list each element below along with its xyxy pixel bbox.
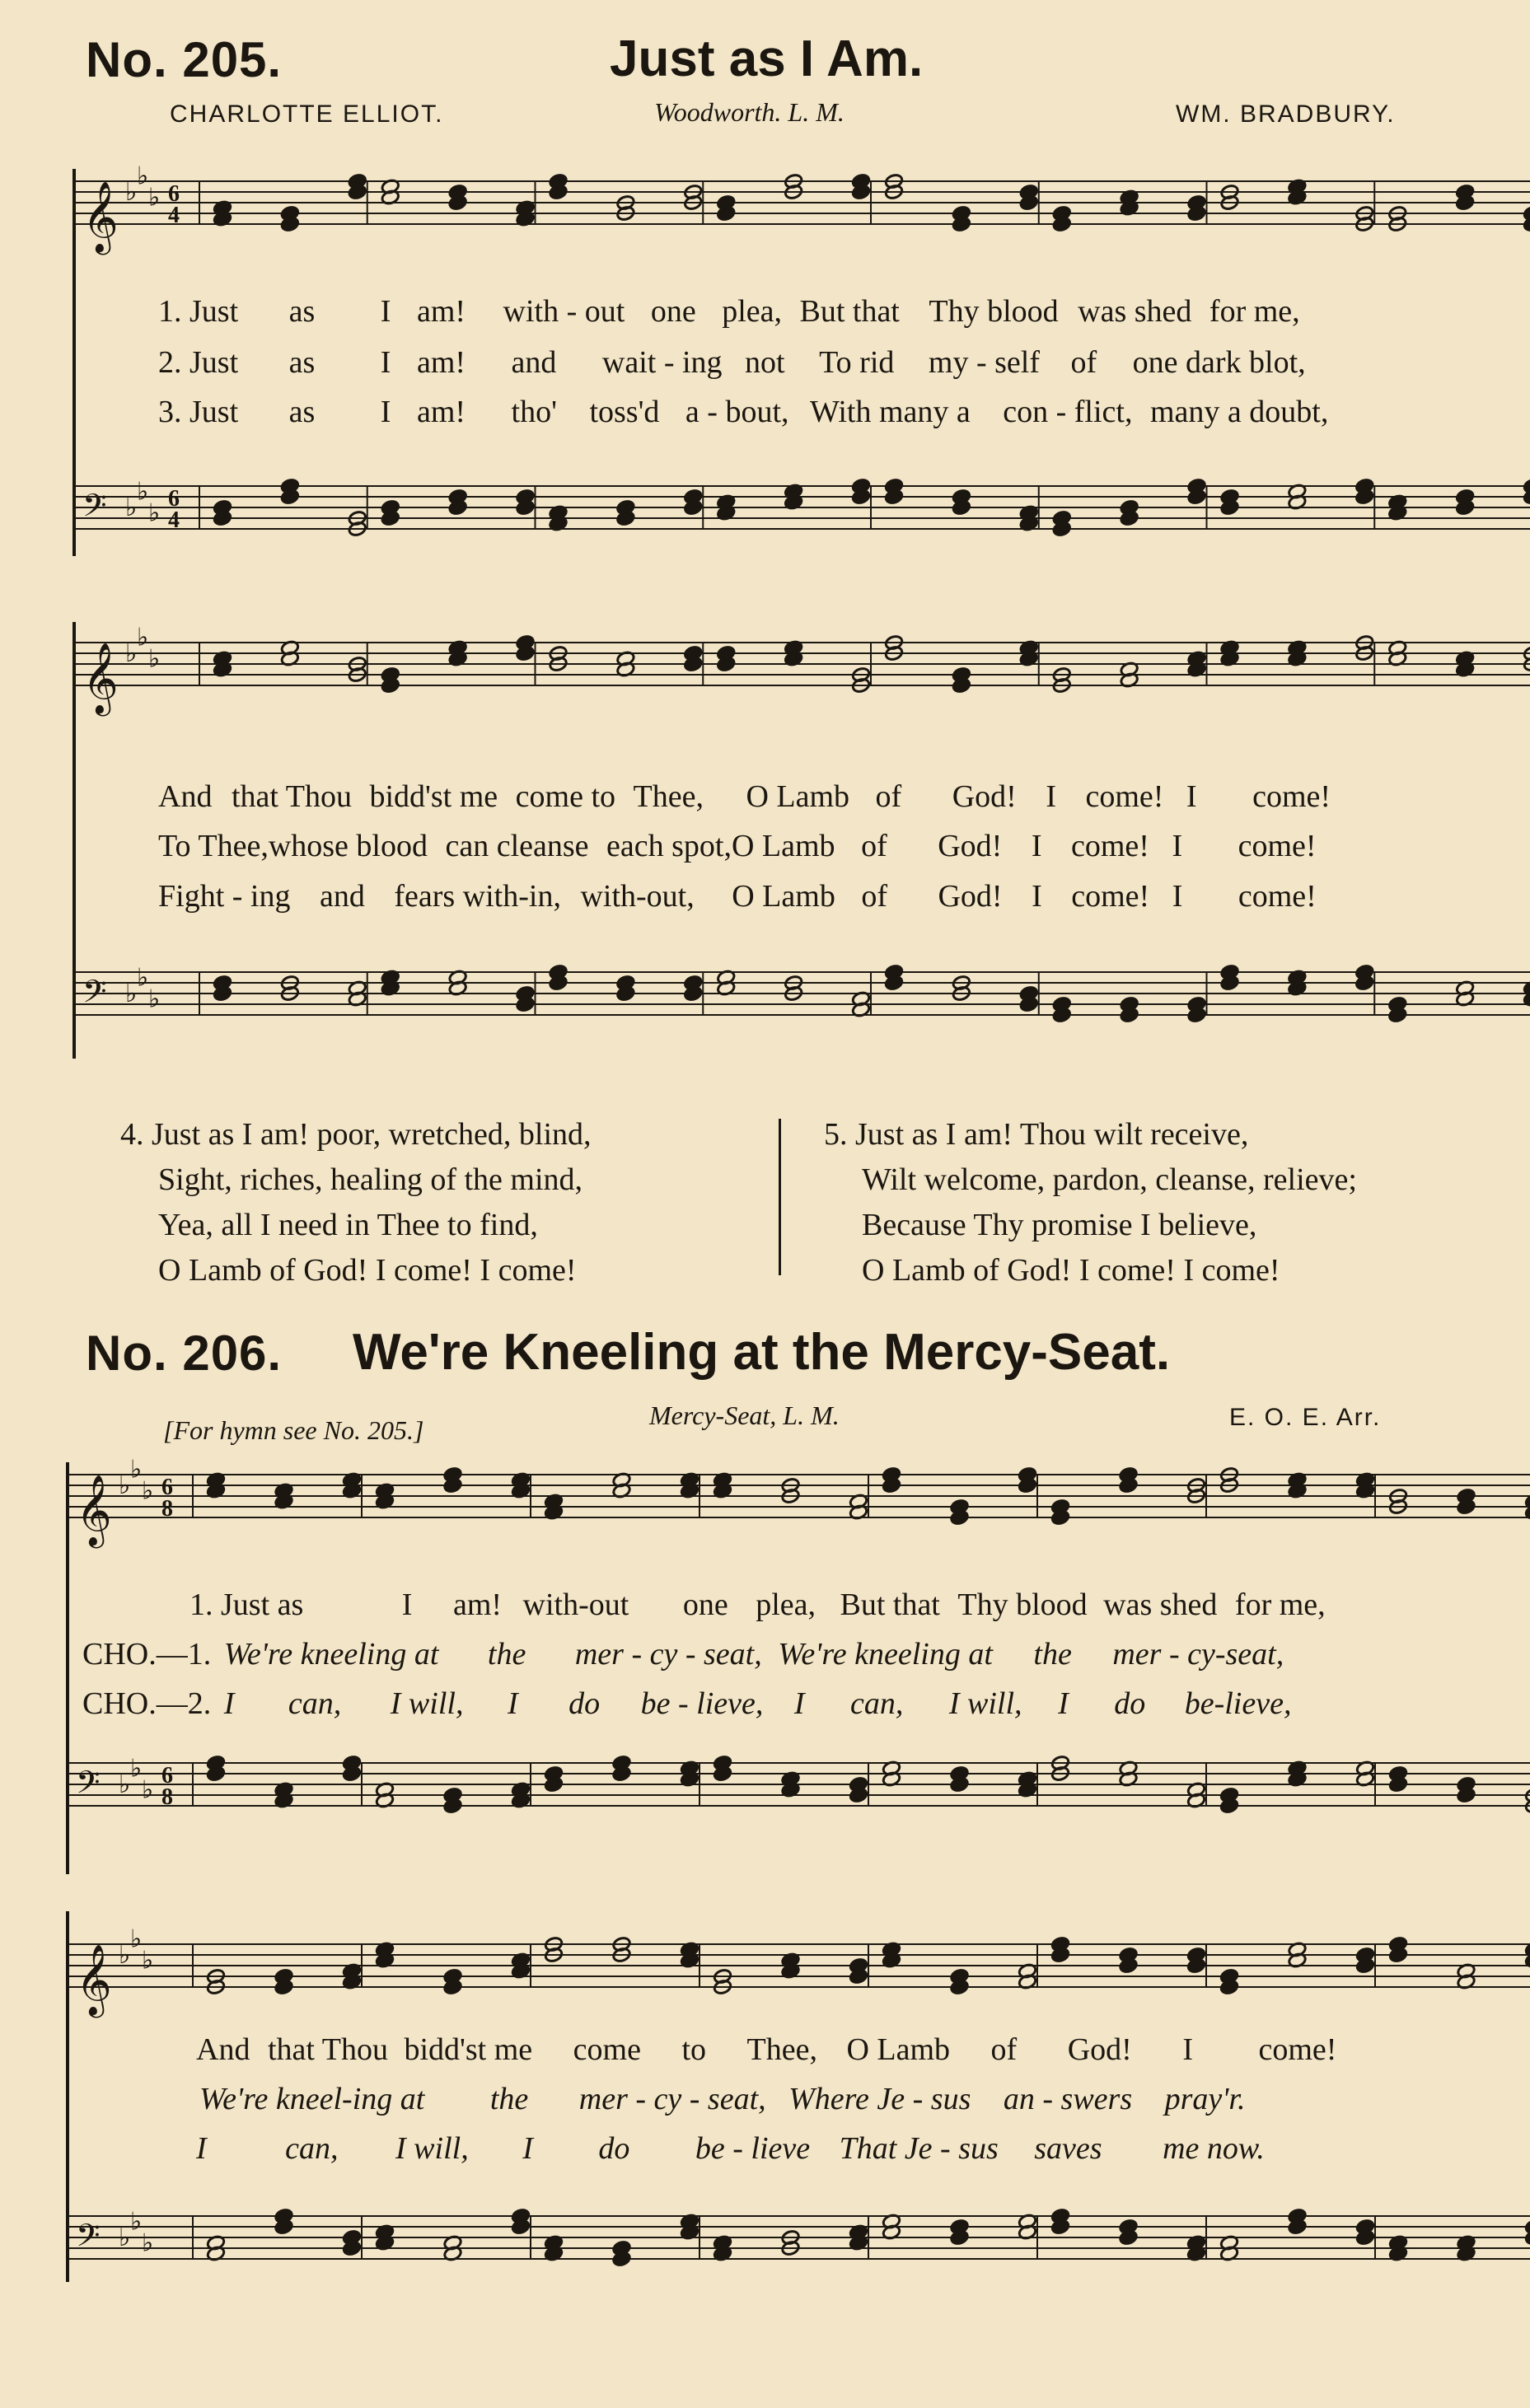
- flat-icon: ♭: [137, 477, 149, 507]
- lyric: I: [380, 345, 391, 380]
- staff-206-2-treble: [69, 1911, 1530, 2020]
- staff-206-1-bass: [69, 1730, 1530, 1839]
- lyric: saves: [1034, 2131, 1102, 2166]
- hymn-206-s2-chorus2: [196, 2130, 1265, 2167]
- bass-clef-icon: 𝄢: [76, 1764, 101, 1808]
- hymn-206-note: [For hymn see No. 205.]: [163, 1415, 424, 1445]
- flat-icon: ♭: [137, 623, 149, 652]
- hymn-205-author: CHARLOTTE ELLIOT.: [170, 101, 444, 128]
- lyric: that Thou: [267, 2032, 388, 2067]
- lyric: God!: [952, 779, 1017, 814]
- lyric: God!: [938, 879, 1003, 914]
- flat-icon: ♭: [130, 2207, 143, 2237]
- lyric: God!: [938, 829, 1003, 863]
- lyric: come!: [1238, 829, 1317, 863]
- lyric: Fight - ing: [158, 879, 291, 914]
- lyric: of: [875, 779, 902, 814]
- bass-clef-icon: 𝄢: [82, 973, 107, 1017]
- lyric: tho': [511, 395, 557, 429]
- hymn-206-title: We're Kneeling at the Mercy-Seat.: [353, 1324, 1171, 1381]
- lyric: am!: [452, 1587, 503, 1622]
- lyric: I will,: [395, 2131, 469, 2166]
- lyric: Thy blood: [929, 294, 1059, 329]
- hymn-205-tune: Woodworth. L. M.: [654, 97, 845, 127]
- treble-clef-icon: 𝄞: [82, 643, 119, 713]
- lyric: I: [1058, 1686, 1069, 1721]
- lyric: I: [1046, 779, 1056, 814]
- hymn-205-s2-verse3: [158, 878, 1317, 914]
- lyric: be-lieve,: [1184, 1686, 1292, 1721]
- hymn-205-stanza-4: [120, 1112, 592, 1293]
- flat-icon: ♭: [142, 1775, 154, 1805]
- bass-clef-icon: 𝄢: [82, 487, 107, 531]
- hymn-205-composer: WM. BRADBURY.: [1176, 101, 1396, 128]
- lyric: am!: [416, 294, 466, 329]
- flat-icon: ♭: [148, 984, 161, 1014]
- flat-icon: ♭: [142, 1946, 154, 1975]
- treble-clef-icon: 𝄞: [76, 1475, 112, 1545]
- time-signature-top: 6: [161, 1475, 173, 1500]
- stanza-divider: [779, 1119, 781, 1275]
- lyric: and: [319, 879, 365, 914]
- lyric: many a doubt,: [1149, 395, 1329, 429]
- hymn-205-s1-verse1: [158, 293, 1300, 330]
- lyric: I: [380, 395, 391, 429]
- time-signature-bottom: 4: [168, 203, 180, 228]
- flat-icon: ♭: [119, 1770, 131, 1799]
- staff-205-1-treble: [76, 148, 1530, 257]
- flat-icon: ♭: [119, 2223, 131, 2252]
- lyric: I: [196, 2131, 207, 2166]
- chorus-label: CHO.—2.: [82, 1686, 212, 1721]
- stanza-line: 5. Just as I am! Thou wilt receive,: [824, 1117, 1249, 1152]
- lyric: plea,: [722, 294, 782, 329]
- lyric: Thee,: [746, 2032, 817, 2067]
- hymn-205-title: Just as I Am.: [610, 30, 924, 87]
- flat-icon: ♭: [142, 1476, 154, 1506]
- lyric: 3. Just: [158, 395, 239, 429]
- treble-clef-icon: 𝄞: [82, 181, 119, 252]
- lyric: do: [598, 2131, 630, 2166]
- lyric: was shed: [1078, 294, 1192, 329]
- lyric: not: [745, 345, 785, 380]
- lyric: be - lieve,: [640, 1686, 764, 1721]
- stanza-line: Wilt welcome, pardon, cleanse, relieve;: [862, 1162, 1357, 1197]
- lyric: one: [650, 294, 696, 329]
- hymn-205-s1-verse3: [158, 394, 1328, 430]
- lyric: am!: [416, 395, 466, 429]
- flat-icon: ♭: [130, 1455, 143, 1485]
- stanza-line: Sight, riches, healing of the mind,: [158, 1162, 583, 1197]
- lyric: 2. Just: [158, 345, 239, 380]
- lyric: can,: [288, 1686, 342, 1721]
- time-signature-top: 6: [168, 486, 180, 512]
- lyric: bidd'st me: [404, 2032, 533, 2067]
- lyric: We're kneel-ing at: [199, 2082, 425, 2116]
- lyric: And: [196, 2032, 250, 2067]
- lyric: that Thou: [231, 779, 352, 814]
- lyric: for me,: [1234, 1587, 1326, 1622]
- lyric: do: [1114, 1686, 1146, 1721]
- lyric: come!: [1238, 879, 1317, 914]
- staff-206-2-bass: [69, 2183, 1530, 2292]
- bass-clef-icon: 𝄢: [76, 2217, 101, 2261]
- lyric: I: [223, 1686, 235, 1721]
- hymn-206-s1-chorus1: [82, 1636, 1284, 1672]
- lyric: mer - cy - seat,: [574, 1637, 762, 1672]
- flat-icon: ♭: [119, 1941, 131, 1970]
- lyric: I: [522, 2131, 533, 2166]
- time-signature-top: 6: [168, 181, 180, 207]
- flat-icon: ♭: [137, 963, 149, 993]
- staff-205-2-bass: [76, 939, 1530, 1048]
- lyric: each spot,O Lamb: [606, 829, 835, 863]
- lyric: God!: [1067, 2032, 1132, 2067]
- lyric: We're kneeling at: [778, 1637, 993, 1672]
- lyric: come!: [1258, 2032, 1337, 2067]
- stanza-line: Yea, all I need in Thee to find,: [158, 1208, 538, 1242]
- lyric: for me,: [1209, 294, 1300, 329]
- lyric: With many a: [810, 395, 971, 429]
- lyric: can,: [285, 2131, 339, 2166]
- lyric: But that: [799, 294, 900, 329]
- lyric: 1. Just as: [189, 1587, 304, 1622]
- hymn-205-number: No. 205.: [86, 32, 283, 87]
- lyric: con - flict,: [1003, 395, 1133, 429]
- time-signature-bottom: 4: [168, 507, 180, 533]
- staff-205-2-treble: [76, 610, 1530, 718]
- lyric: I: [1182, 2032, 1193, 2067]
- lyric: To rid: [819, 345, 895, 380]
- lyric: an - swers: [1003, 2082, 1133, 2116]
- time-signature-bottom: 8: [161, 1496, 173, 1522]
- hymn-206-number: No. 206.: [86, 1326, 283, 1381]
- lyric: We're kneeling at: [223, 1637, 439, 1672]
- lyric: with-out,: [580, 879, 695, 914]
- lyric: my - self: [928, 345, 1040, 380]
- flat-icon: ♭: [148, 498, 161, 528]
- lyric: with-out: [522, 1587, 629, 1622]
- lyric: can cleanse: [445, 829, 589, 863]
- lyric: I: [401, 1587, 413, 1622]
- hymn-205-s1-verse2: [158, 344, 1306, 381]
- lyric: bidd'st me: [369, 779, 498, 814]
- lyric: am!: [416, 345, 466, 380]
- lyric: I: [380, 294, 391, 329]
- hymn-206-s2-verse1: [196, 2032, 1336, 2068]
- lyric: the: [1033, 1637, 1072, 1672]
- lyric: as: [288, 294, 316, 329]
- lyric: To Thee,whose blood: [158, 829, 428, 863]
- lyric: one: [682, 1587, 728, 1622]
- lyric: I: [1032, 879, 1042, 914]
- hymn-206-s1-verse1: [189, 1587, 1326, 1623]
- flat-icon: ♭: [125, 980, 138, 1008]
- lyric: toss'd: [589, 395, 660, 429]
- hymn-205-stanza-5: [824, 1112, 1357, 1293]
- lyric: mer - cy-seat,: [1112, 1637, 1284, 1672]
- hymn-206-s1-chorus2: [82, 1686, 1291, 1722]
- lyric: a - bout,: [685, 395, 789, 429]
- lyric: one dark blot,: [1132, 345, 1306, 380]
- lyric: the: [487, 1637, 526, 1672]
- lyric: pray'r.: [1164, 2082, 1246, 2116]
- lyric: I will,: [948, 1686, 1022, 1721]
- flat-icon: ♭: [119, 1471, 131, 1500]
- staff-206-1-treble: [69, 1442, 1530, 1550]
- chorus-label: CHO.—1.: [82, 1637, 212, 1672]
- lyric: and: [511, 345, 557, 380]
- lyric: Thy blood: [957, 1587, 1088, 1622]
- time-signature-top: 6: [161, 1763, 173, 1788]
- treble-clef-icon: 𝄞: [76, 1944, 112, 2015]
- lyric: of: [861, 879, 887, 914]
- flat-icon: ♭: [125, 178, 138, 207]
- lyric: O Lamb: [746, 779, 850, 814]
- lyric: of: [990, 2032, 1018, 2067]
- time-signature-bottom: 8: [161, 1784, 173, 1810]
- lyric: come!: [1071, 879, 1150, 914]
- stanza-line: 4. Just as I am! poor, wretched, blind,: [120, 1117, 592, 1152]
- hymn-206-composer: E. O. E. Arr.: [1229, 1404, 1382, 1431]
- lyric: mer - cy - seat,: [578, 2082, 766, 2116]
- lyric: the: [489, 2082, 529, 2116]
- lyric: do: [568, 1686, 601, 1721]
- flat-icon: ♭: [125, 639, 138, 668]
- lyric: I: [793, 1686, 805, 1721]
- lyric: fears with-in,: [394, 879, 561, 914]
- flat-icon: ♭: [148, 644, 161, 674]
- stanza-line: Because Thy promise I believe,: [862, 1208, 1257, 1242]
- lyric: of: [1070, 345, 1097, 380]
- stanza-line: O Lamb of God! I come! I come!: [862, 1253, 1280, 1288]
- hymn-206-tune: Mercy-Seat, L. M.: [649, 1400, 840, 1430]
- lyric: plea,: [756, 1587, 816, 1622]
- lyric: O Lamb: [732, 879, 835, 914]
- flat-icon: ♭: [148, 183, 161, 213]
- lyric: I: [507, 1686, 518, 1721]
- lyric: I: [1172, 879, 1183, 914]
- lyric: That Je - sus: [839, 2131, 999, 2166]
- flat-icon: ♭: [137, 161, 149, 191]
- hymn-205-s2-verse1: [158, 779, 1331, 815]
- lyric: I will,: [390, 1686, 464, 1721]
- lyric: come to: [515, 779, 616, 814]
- hymn-206-s2-chorus1: [199, 2081, 1245, 2117]
- lyric: was shed: [1103, 1587, 1218, 1622]
- lyric: me now.: [1163, 2131, 1265, 2166]
- flat-icon: ♭: [130, 1924, 143, 1954]
- lyric: wait - ing: [601, 345, 723, 380]
- lyric: I: [1172, 829, 1183, 863]
- lyric: come!: [1085, 779, 1164, 814]
- flat-icon: ♭: [130, 1754, 143, 1784]
- lyric: O Lamb: [846, 2032, 951, 2067]
- lyric: of: [861, 829, 887, 863]
- lyric: I: [1031, 829, 1042, 863]
- lyric: But that: [840, 1587, 940, 1622]
- lyric: 1. Just: [158, 294, 239, 329]
- lyric: with - out: [503, 294, 625, 329]
- lyric: Where Je - sus: [788, 2082, 971, 2116]
- lyric: as: [288, 345, 316, 380]
- lyric: come: [573, 2032, 641, 2067]
- lyric: can,: [850, 1686, 904, 1721]
- lyric: come!: [1252, 779, 1331, 814]
- lyric: I: [1186, 779, 1197, 814]
- flat-icon: ♭: [125, 493, 138, 522]
- flat-icon: ♭: [142, 2228, 154, 2258]
- hymn-205-s2-verse2: [158, 828, 1317, 864]
- staff-205-1-bass: [76, 453, 1530, 562]
- lyric: Thee,: [633, 779, 704, 814]
- stanza-line: O Lamb of God! I come! I come!: [158, 1253, 577, 1288]
- lyric: come!: [1070, 829, 1149, 863]
- lyric: as: [288, 395, 316, 429]
- lyric: to: [681, 2032, 707, 2067]
- lyric: be - lieve: [695, 2131, 811, 2166]
- lyric: And: [158, 779, 213, 814]
